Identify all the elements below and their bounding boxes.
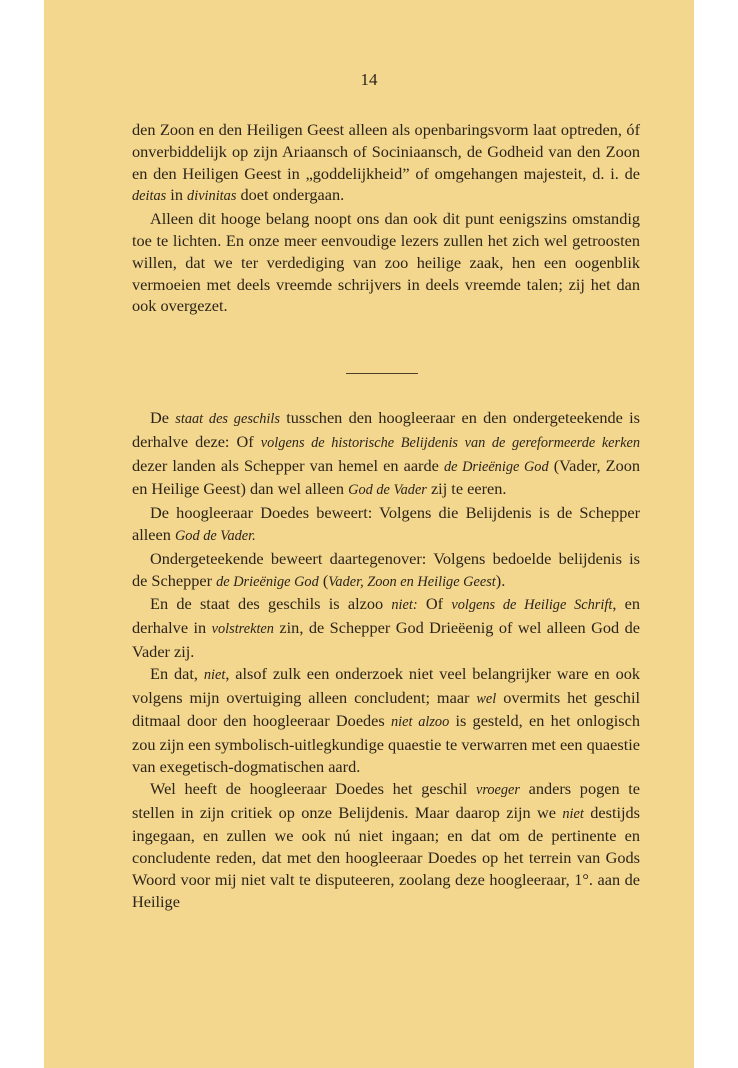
paragraph bbox=[132, 593, 640, 662]
italic-phrase: niet: bbox=[391, 597, 418, 614]
paragraph bbox=[132, 119, 640, 208]
text-run: is gesteld, en het onlogisch zou zijn een symbolisch-uitlegkundige quaestie te verwarren met een quaestie van exegetisch-dogmatischen aard. bbox=[132, 711, 640, 776]
text-run: Ondergeteekende beweert daartegenover: Volgens bedoelde belijdenis is de Schepper bbox=[132, 548, 640, 590]
text-run: destijds ingegaan, en zullen we ook nú niet ingaan; en dat om de pertinente en concludente reden, dat met den hoogleeraar Doedes op het terrein van Gods Woord voor mij niet valt te disputeeren, zoolang deze hoogleeraar, 1°. aan de Heilige bbox=[132, 802, 640, 911]
paragraph bbox=[132, 407, 640, 502]
italic-phrase: wel bbox=[476, 690, 497, 707]
text-run: dezer landen als Schepper van hemel en aarde bbox=[132, 455, 444, 475]
text-run: tusschen den hoogleeraar en den ondergeteekende is derhalve deze: Of bbox=[132, 408, 641, 451]
italic-phrase: God de Vader. bbox=[174, 527, 256, 544]
text-run: Wel heeft de hoogleeraar Doedes het geschil bbox=[150, 778, 476, 798]
paragraph bbox=[132, 778, 640, 913]
paragraph bbox=[132, 208, 640, 317]
text-run: overmits het geschil ditmaal door den hoogleeraar Doedes bbox=[132, 687, 640, 731]
text-run: De hoogleeraar Doedes beweert: Volgens die Belijdenis is de Schepper alleen bbox=[132, 503, 640, 544]
text-run: En de staat des geschils is alzoo bbox=[150, 594, 392, 614]
text-run: doet ondergaan. bbox=[236, 185, 345, 205]
italic-phrase: niet bbox=[203, 666, 226, 683]
italic-phrase: niet alzoo bbox=[390, 714, 450, 731]
italic-phrase: de Drieënige God bbox=[443, 458, 549, 475]
paragraph bbox=[132, 663, 640, 778]
italic-phrase: God de Vader bbox=[348, 482, 427, 499]
text-section-bottom bbox=[132, 407, 640, 913]
text-run: En dat, bbox=[150, 663, 204, 683]
text-run: anders pogen te stellen in zijn critiek op onze Belijdenis. Maar daarop zijn we bbox=[132, 778, 640, 822]
text-run: , en derhalve in bbox=[132, 594, 641, 638]
italic-phrase: volgens de Heilige Schrift bbox=[451, 597, 613, 614]
text-run: , alsof zulk een onderzoek niet veel belangrijker ware en ook volgens mijn overtuiging alleen concludent; maar bbox=[132, 663, 640, 707]
italic-phrase: de Drieënige God bbox=[216, 573, 319, 590]
paragraph bbox=[132, 548, 640, 594]
text-run: ( bbox=[318, 570, 329, 590]
text-run: Alleen dit hooge belang noopt ons dan ook dit punt eenigszins omstandig toe te lichten. En onze meer eenvoudige lezers zullen het zich wel getroosten willen, dat we ter verdediging van zoo heilige zaak, hen een oogenblik vermoeien met deels vreemde schrijvers in deels vreemde talen; zij het dan ook overgezet. bbox=[132, 209, 640, 316]
section-divider bbox=[346, 373, 418, 374]
text-run: in bbox=[166, 185, 188, 205]
italic-phrase: vroeger bbox=[475, 781, 520, 798]
text-run: (Vader, Zoon en Heilige Geest) dan wel alleen bbox=[132, 455, 640, 499]
italic-phrase: divinitas bbox=[187, 188, 237, 205]
text-run: Of bbox=[417, 594, 452, 614]
text-run: den Zoon en den Heiligen Geest alleen als openbaringsvorm laat optreden, óf onverbiddelijk op zijn Ariaansch of Sociniaansch, de Godheid van den Zoon en den Heiligen Geest in „goddelijkheid” of omgehangen majesteit, d. i. de bbox=[132, 120, 640, 183]
page-number: 14 bbox=[360, 70, 378, 89]
text-section-top bbox=[132, 119, 640, 317]
text-run: zij te eeren. bbox=[426, 479, 507, 499]
italic-phrase: niet bbox=[562, 805, 584, 822]
italic-phrase: deitas bbox=[132, 188, 167, 205]
italic-phrase: volgens de historische Belijdenis van de gereformeerde kerken bbox=[260, 434, 640, 451]
italic-phrase: Vader, Zoon en Heilige Geest bbox=[328, 573, 496, 590]
text-run: De bbox=[150, 408, 176, 427]
paragraph bbox=[132, 502, 640, 548]
book-page bbox=[44, 0, 694, 1068]
italic-phrase: volstrekten bbox=[211, 621, 274, 638]
text-run: zin, de Schepper God Drieëenig of wel alleen God de Vader zij. bbox=[132, 618, 640, 661]
italic-phrase: staat des geschils bbox=[175, 411, 280, 427]
text-run: ). bbox=[495, 570, 506, 590]
